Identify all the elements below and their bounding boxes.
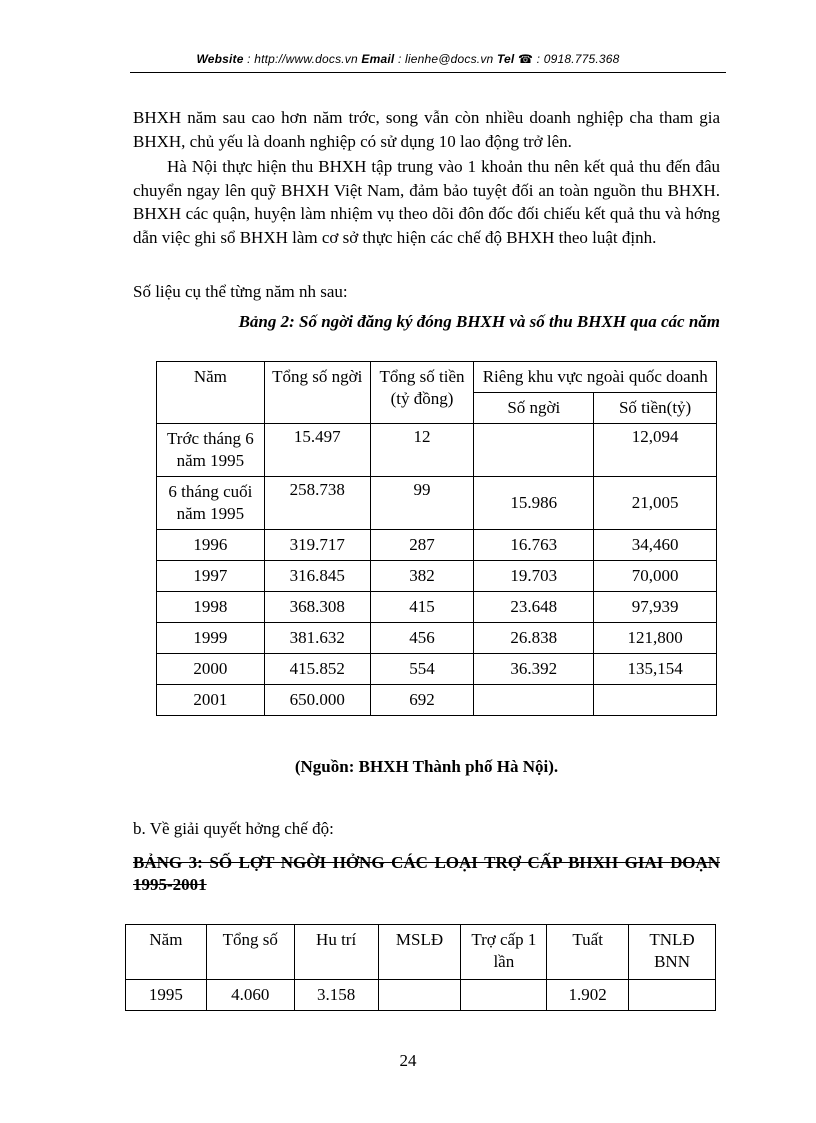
table-cell [474,685,594,716]
table-cell: 121,800 [594,623,717,654]
table-cell: 368.308 [264,592,370,623]
t3-header-tnld-bnn: TNLĐ BNN [629,925,716,980]
table-cell: 316.845 [264,561,370,592]
table-cell: 1.902 [547,980,629,1011]
table-cell: 2000 [157,654,265,685]
header-divider [130,72,726,73]
table-cell: 554 [370,654,474,685]
table-cell: 4.060 [206,980,294,1011]
table-row [157,530,717,561]
table-cell: 70,000 [594,561,717,592]
t3-header-year: Năm [126,925,207,980]
table-cell: 99 [370,477,474,530]
table-cell: 381.632 [264,623,370,654]
table-cell: 15.497 [264,424,370,477]
table-3 [125,924,716,1011]
t3-header-total: Tổng số [206,925,294,980]
t2-header-total-people: Tổng số ngời [264,362,370,424]
table-cell: 3.158 [294,980,378,1011]
table-cell: 2001 [157,685,265,716]
tel-number: : 0918.775.368 [533,52,620,66]
table-cell: 34,460 [594,530,717,561]
t3-header-survivor: Tuất [547,925,629,980]
website-url: : http://www.docs.vn [243,52,362,66]
table-cell: 19.703 [474,561,594,592]
t3-header-retirement: Hu trí [294,925,378,980]
table-cell: 287 [370,530,474,561]
table-cell: 415 [370,592,474,623]
table-cell: 1996 [157,530,265,561]
table-row [157,561,717,592]
table-row [157,592,717,623]
table-row [157,623,717,654]
table-cell: 1995 [126,980,207,1011]
table-row [126,980,716,1011]
t2-header-year: Năm [157,362,265,424]
paragraph-1: BHXH năm sau cao hơn năm trớc, song vẫn còn nhiều doanh nghiệp cha tham gia BHXH, chủ yếu là doanh nghiệp có sử dụng 10 lao động trở lên. [133,108,720,151]
table-2 [156,361,717,716]
table-cell: 692 [370,685,474,716]
paragraph-3: Số liệu cụ thể từng năm nh sau: [133,282,348,301]
page-header [0,52,816,66]
t2-header-people: Số ngời [474,393,594,424]
tel-label: Tel ☎ [496,52,534,66]
table-cell: 36.392 [474,654,594,685]
table-cell: 258.738 [264,477,370,530]
page-number: 24 [399,1051,417,1070]
email-label: Email [361,52,395,66]
table-cell: 12 [370,424,474,477]
table3-title: BẢNG 3: SỐ LỢT NGỜI HỞNG CÁC LOẠI TRỢ CẤP BHXH GIAI ĐOẠN 1995-2001 [133,853,720,894]
table-cell: 415.852 [264,654,370,685]
t2-header-non-state: Riêng khu vực ngoài quốc doanh [474,362,717,393]
paragraph-2: Hà Nội thực hiện thu BHXH tập trung vào 1 khoản thu nên kết quả thu đến đâu chuyển ngay lên quỹ BHXH Việt Nam, đảm bảo tuyệt đối an toàn nguồn thu BHXH. BHXH các quận, huyện làm nhiệm vụ theo dõi đôn đốc đối chiếu kết quả thu và hớng dẫn việc ghi sổ BHXH làm cơ sở thực hiện các chế độ BHXH theo luật định. [133,157,720,247]
paragraph-4: b. Về giải quyết hởng chế độ: [133,819,334,838]
table-cell: 15.986 [474,477,594,530]
table2-caption: Bảng 2: Số ngời đăng ký đóng BHXH và số thu BHXH qua các năm [238,312,720,331]
table-row [157,685,717,716]
table-cell: 1997 [157,561,265,592]
table-cell: 650.000 [264,685,370,716]
table-cell: 319.717 [264,530,370,561]
table-cell [461,980,547,1011]
table-cell: 26.838 [474,623,594,654]
table-cell: 1998 [157,592,265,623]
table2-source: (Nguồn: BHXH Thành phố Hà Nội). [294,757,559,776]
t3-header-mslđ: MSLĐ [378,925,461,980]
table-cell: 1999 [157,623,265,654]
table-cell: 456 [370,623,474,654]
table-row [157,654,717,685]
table-cell [594,685,717,716]
t2-header-total-money: Tổng số tiền (tỷ đồng) [370,362,474,424]
table-row [157,477,717,530]
table-cell: 382 [370,561,474,592]
table-cell: 21,005 [594,477,717,530]
table-cell: 16.763 [474,530,594,561]
table-cell: Trớc tháng 6 năm 1995 [157,424,265,477]
table-cell: 97,939 [594,592,717,623]
t2-header-money: Số tiền(tỷ) [594,393,717,424]
email-address: : lienhe@docs.vn [394,52,497,66]
table-cell: 6 tháng cuối năm 1995 [157,477,265,530]
table-cell: 23.648 [474,592,594,623]
table-cell [378,980,461,1011]
table-cell: 12,094 [594,424,717,477]
t3-header-one-time: Trợ cấp 1 lần [461,925,547,980]
table-row [157,424,717,477]
table-cell [629,980,716,1011]
table-cell [474,424,594,477]
table-cell: 135,154 [594,654,717,685]
website-label: Website [196,52,244,66]
